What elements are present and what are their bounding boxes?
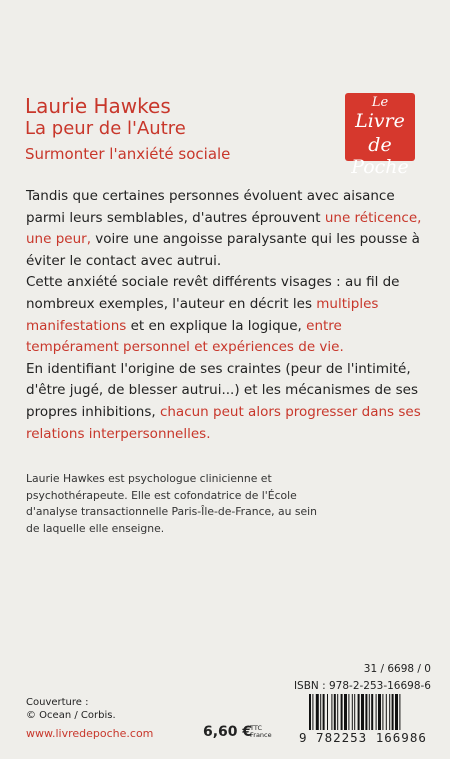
blurb-highlight: multiples manifestations	[26, 295, 379, 334]
author-bio: Laurie Hawkes est psychologue clinicienne et psychothérapeute. Elle est cofondatrice de l'École d'analyse transactionnelle Paris-Île-de-France, au sein de laquelle elle enseigne.	[26, 472, 318, 535]
blurb-paragraph-1	[26, 186, 431, 272]
cover-label: Couverture :	[26, 697, 89, 708]
logo-line-3: de Poche	[351, 134, 409, 178]
price-note	[250, 725, 272, 739]
blurb-text: Cette anxiété sociale revêt différents visages : au fil de nombreux exemples, l'auteur en décrit les	[26, 274, 400, 312]
price-ttc: TTC	[250, 724, 262, 732]
logo-line-2: Livre	[355, 110, 405, 132]
blurb-paragraph-2	[26, 272, 431, 358]
livre-de-poche-logo	[345, 93, 415, 178]
logo-line-1: Le	[371, 95, 389, 110]
price: 6,60 €	[203, 724, 253, 740]
blurb-paragraph-3	[26, 359, 431, 445]
barcode-digits: 9 782253 166986	[299, 730, 439, 744]
isbn: ISBN : 978-2-253-16698-6	[293, 680, 431, 692]
catalog-code: 31 / 6698 / 0	[363, 663, 431, 675]
book-title: La peur de l'Autre	[25, 118, 186, 139]
price-country: France	[250, 731, 272, 739]
blurb-text: En identifiant l'origine de ses craintes (peur de l'intimité, d'être jugé, de blesser autrui...) et les mécanismes de ses propres inhibitions,	[26, 360, 418, 420]
author-name: Laurie Hawkes	[25, 94, 171, 118]
blurb-highlight: entre tempérament personnel et expériences de vie.	[26, 317, 344, 356]
blurb-highlight: une réticence, une peur,	[26, 209, 422, 248]
book-subtitle: Surmonter l'anxiété sociale	[25, 145, 231, 163]
blurb-text: et en explique la logique,	[126, 317, 307, 334]
cover-credit	[26, 696, 116, 722]
cover-photographer: © Ocean / Corbis.	[26, 710, 116, 721]
blurb-text: voire une angoisse paralysante qui les pousse à éviter le contact avec autrui.	[26, 231, 420, 269]
website-link[interactable]: www.livredepoche.com	[26, 727, 154, 740]
blurb	[26, 186, 431, 445]
blurb-highlight: chacun peut alors progresser dans ses relations interpersonnelles.	[26, 403, 421, 442]
blurb-text: Tandis que certaines personnes évoluent avec aisance parmi leurs semblables, d'autres éprouvent	[26, 188, 395, 226]
